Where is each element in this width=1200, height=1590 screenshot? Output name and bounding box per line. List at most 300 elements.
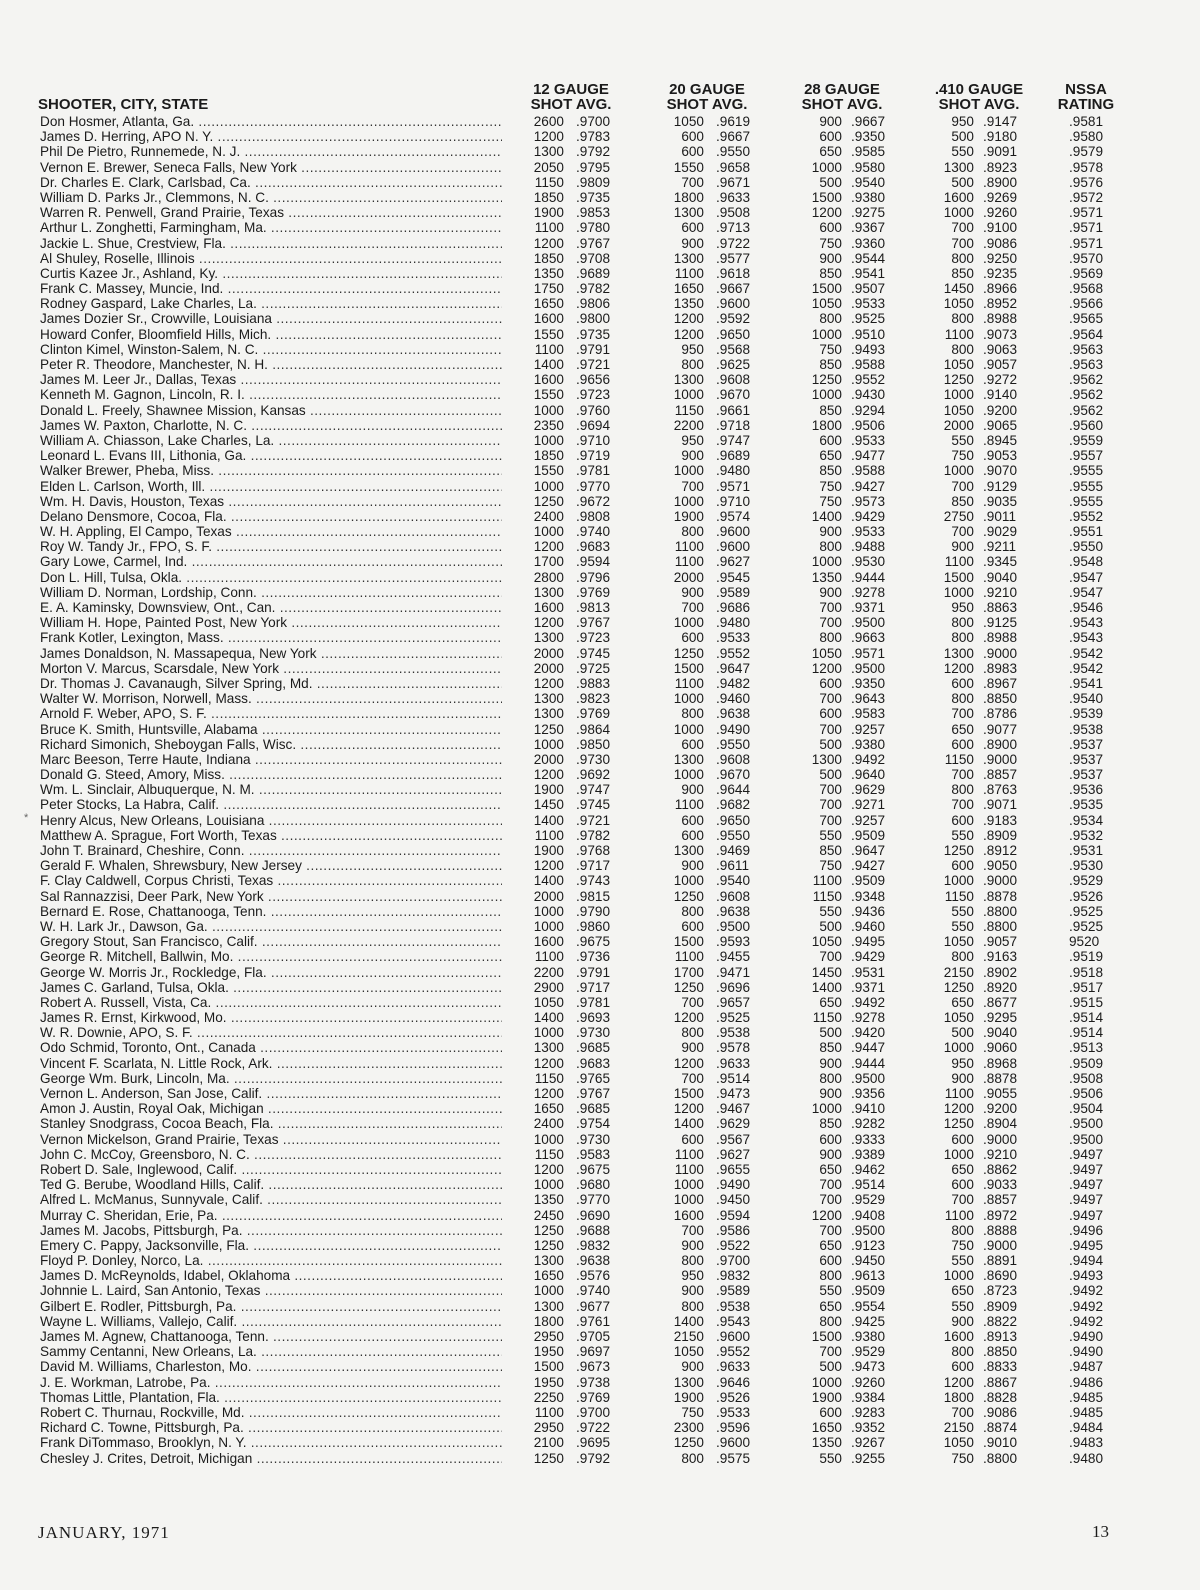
table-row [36, 797, 1126, 812]
shot-28: 1050 [811, 296, 842, 312]
table-row [36, 646, 1126, 661]
shot-12: 1200 [533, 767, 564, 783]
shot-28: 1000 [811, 554, 842, 570]
avg-12: .9790 [576, 903, 611, 919]
avg-20: .9644 [716, 782, 751, 798]
shot-28: 800 [819, 1070, 842, 1086]
shooter-name [40, 1390, 502, 1405]
avg-410: .9000 [983, 873, 1018, 889]
avg-12: .9792 [576, 1450, 611, 1466]
nssa-rating: .9562 [1069, 387, 1104, 403]
shot-20: 800 [681, 706, 704, 722]
nssa-rating: .9543 [1069, 615, 1104, 631]
avg-20: .9552 [716, 1344, 751, 1360]
table-row [36, 706, 1126, 721]
avg-20: .9469 [716, 843, 751, 858]
shot-410: 750 [951, 1450, 974, 1466]
shooter-name-text: Clinton Kimel, Winston-Salem, N. C. [40, 341, 259, 357]
avg-410: .9053 [983, 448, 1018, 464]
table-row [36, 1208, 1126, 1223]
shot-12: 2800 [533, 569, 564, 585]
shooter-name-text: F. Clay Caldwell, Corpus Christi, Texas [40, 873, 274, 889]
shot-20: 1250 [673, 645, 704, 661]
avg-410: .8967 [983, 675, 1018, 691]
nssa-rating: .9571 [1069, 205, 1104, 221]
avg-28: .9429 [851, 949, 886, 965]
avg-28: .9352 [851, 1420, 886, 1436]
avg-28: .9460 [851, 918, 886, 934]
shot-410: 2150 [943, 1420, 974, 1436]
shooter-name-text: James C. Garland, Tulsa, Okla. [40, 979, 229, 995]
shot-12: 1850 [533, 448, 564, 464]
shot-28: 700 [819, 1222, 842, 1238]
shooter-name [40, 418, 502, 433]
shot-12: 1900 [533, 782, 564, 798]
avg-20: .9633 [716, 1055, 751, 1071]
shot-28: 600 [819, 1253, 842, 1269]
shot-20: 700 [681, 1070, 704, 1086]
shot-28: 900 [819, 584, 842, 600]
shooter-name-text: Donald L. Freely, Shawnee Mission, Kansas [40, 402, 306, 418]
header-shooter: SHOOTER, CITY, STATE [38, 96, 209, 113]
shot-28: 850 [819, 1116, 842, 1132]
table-row [36, 615, 1126, 630]
shot-28: 1000 [811, 387, 842, 403]
shot-20: 900 [681, 235, 704, 251]
shooter-name [40, 782, 502, 797]
header-12-gauge: 12 GAUGE SHOT AVG. [530, 81, 612, 113]
table-row [36, 767, 1126, 782]
avg-20: .9568 [716, 341, 751, 357]
avg-20: .9538 [716, 1025, 751, 1041]
avg-28: .9573 [851, 493, 886, 509]
shooter-name [40, 220, 502, 235]
avg-12: .9806 [576, 296, 611, 312]
shot-410: 1600 [943, 1329, 974, 1344]
avg-12: .9883 [576, 675, 611, 691]
table-row [36, 175, 1126, 190]
shooter-name-text: Morton V. Marcus, Scarsdale, New York [40, 660, 280, 676]
shot-20: 1300 [673, 1374, 704, 1390]
avg-12: .9738 [576, 1374, 611, 1390]
shooter-name [40, 615, 502, 630]
shot-20: 1250 [673, 888, 704, 904]
shot-20: 1500 [673, 660, 704, 676]
avg-410: .8723 [983, 1283, 1018, 1299]
avg-28: .9529 [851, 1344, 886, 1360]
avg-12: .9743 [576, 873, 611, 889]
avg-12: .9689 [576, 265, 611, 281]
shot-410: 650 [951, 721, 974, 737]
shot-410: 1150 [944, 751, 974, 767]
avg-12: .9813 [576, 600, 611, 615]
table-row [36, 1283, 1126, 1298]
shot-20: 1050 [673, 1344, 704, 1360]
shooter-name-text: Sal Rannazzisi, Deer Park, New York [40, 888, 264, 904]
avg-410: .9071 [983, 797, 1018, 813]
shot-410: 700 [951, 706, 974, 722]
shot-12: 1450 [533, 797, 564, 813]
shot-20: 2150 [673, 1329, 704, 1344]
shot-12: 1350 [533, 265, 564, 281]
avg-410: .8904 [983, 1116, 1018, 1132]
avg-28: .9410 [851, 1101, 886, 1117]
nssa-rating: .9497 [1069, 1207, 1104, 1223]
shooter-name-text: Curtis Kazee Jr., Ashland, Ky. [40, 265, 219, 281]
shooter-name [40, 570, 502, 585]
shooter-name-text: James M. Leer Jr., Dallas, Texas [40, 372, 237, 388]
avg-20: .9575 [716, 1450, 751, 1466]
shot-28: 850 [819, 357, 842, 372]
shot-20: 1100 [674, 554, 704, 570]
avg-20: .9670 [716, 387, 751, 403]
table-row [36, 266, 1126, 281]
shooter-name [40, 1192, 502, 1207]
shot-410: 2750 [943, 508, 974, 524]
shot-28: 1000 [811, 1374, 842, 1390]
shooter-name-text: Bernard E. Rose, Chattanooga, Tenn. [40, 903, 267, 919]
shot-20: 1100 [674, 797, 704, 813]
avg-12: .9685 [576, 1101, 611, 1117]
shot-12: 2900 [533, 979, 564, 995]
shot-12: 2450 [533, 1207, 564, 1223]
shot-28: 800 [819, 1313, 842, 1329]
avg-12: .9760 [576, 402, 611, 418]
shot-410: 1050 [943, 402, 974, 418]
shot-20: 1300 [673, 372, 704, 388]
table-row [36, 1238, 1126, 1253]
nssa-rating: .9563 [1069, 357, 1104, 372]
avg-12: .9735 [576, 189, 611, 205]
shot-12: 1300 [533, 706, 564, 722]
shot-410: 850 [951, 493, 974, 509]
avg-20: .9713 [716, 220, 751, 236]
avg-20: .9567 [716, 1131, 751, 1147]
table-row [36, 919, 1126, 934]
shooter-name-text: Gregory Stout, San Francisco, Calif. [40, 934, 258, 950]
shot-410: 2000 [943, 417, 974, 433]
shooter-name [40, 767, 502, 782]
shot-28: 600 [819, 432, 842, 448]
shot-12: 1150 [534, 174, 564, 190]
shooter-name [40, 1420, 502, 1435]
avg-20: .9638 [716, 903, 751, 919]
shot-12: 1900 [533, 843, 564, 858]
shot-410: 600 [951, 1131, 974, 1147]
shooter-name [40, 585, 502, 600]
avg-12: .9740 [576, 1283, 611, 1299]
shot-410: 1250 [943, 372, 974, 388]
shooter-name [40, 1071, 502, 1086]
avg-12: .9717 [576, 979, 611, 995]
avg-410: .8677 [983, 994, 1018, 1010]
shooter-name [40, 980, 502, 995]
shot-12: 1400 [533, 873, 564, 889]
nssa-rating: .9537 [1069, 767, 1104, 783]
avg-12: .9853 [576, 205, 611, 221]
avg-28: .9500 [851, 1222, 886, 1238]
avg-28: .9663 [851, 630, 886, 646]
shooter-name [40, 1040, 502, 1055]
avg-28: .9427 [851, 858, 886, 874]
shot-410: 900 [951, 539, 974, 555]
shot-28: 1100 [812, 873, 842, 889]
avg-410: .8923 [983, 159, 1018, 175]
shot-12: 1000 [533, 1025, 564, 1041]
avg-28: .9533 [851, 432, 886, 448]
shooter-name-text: Phil De Pietro, Runnemede, N. J. [40, 144, 241, 160]
shot-20: 1200 [673, 1010, 704, 1026]
shooter-name-text: Elden L. Carlson, Worth, Ill. [40, 478, 206, 494]
nssa-rating: .9509 [1069, 1055, 1104, 1071]
shooter-name-text: Al Shuley, Roselle, Illinois [40, 250, 195, 266]
avg-410: .8968 [983, 1055, 1018, 1071]
nssa-rating: .9539 [1069, 706, 1104, 722]
shot-20: 1200 [673, 311, 704, 327]
avg-12: .9695 [576, 1435, 611, 1451]
avg-410: .8800 [983, 918, 1018, 934]
avg-28: .9507 [851, 281, 886, 297]
shot-410: 850 [951, 265, 974, 281]
avg-12: .9719 [576, 448, 611, 464]
avg-20: .9661 [716, 402, 751, 418]
avg-28: .9430 [851, 387, 886, 403]
shooter-name [40, 296, 502, 311]
shot-410: 600 [951, 858, 974, 874]
table-row [36, 873, 1126, 888]
nssa-rating: .9500 [1069, 1116, 1104, 1132]
avg-28: .9629 [851, 782, 886, 798]
shooter-name-text: Floyd P. Donley, Norco, La. [40, 1253, 204, 1269]
avg-20: .9700 [716, 1253, 751, 1269]
shooter-name-text: Kenneth M. Gagnon, Lincoln, R. I. [40, 387, 245, 403]
avg-20: .9467 [716, 1101, 751, 1117]
avg-20: .9667 [716, 129, 751, 145]
shot-20: 1000 [673, 767, 704, 783]
avg-20: .9594 [716, 1207, 751, 1223]
shooter-name-text: Alfred L. McManus, Sunnyvale, Calif. [40, 1192, 263, 1208]
avg-28: .9408 [851, 1207, 886, 1223]
shot-20: 1000 [673, 387, 704, 403]
avg-410: .8822 [983, 1313, 1018, 1329]
avg-20: .9574 [716, 508, 751, 524]
nssa-rating: .9552 [1069, 508, 1104, 524]
shot-12: 1200 [533, 235, 564, 251]
shooter-name [40, 1329, 502, 1344]
avg-410: .9065 [983, 417, 1018, 433]
shot-20: 950 [681, 432, 704, 448]
shot-20: 1300 [673, 843, 704, 858]
avg-20: .9600 [716, 296, 751, 312]
nssa-rating: .9541 [1069, 675, 1104, 691]
shot-410: 1100 [944, 1207, 974, 1223]
avg-12: .9791 [576, 964, 611, 980]
shot-12: 1200 [533, 675, 564, 691]
shot-12: 1400 [533, 812, 564, 828]
avg-12: .9594 [576, 554, 611, 570]
shooter-name [40, 1299, 502, 1314]
avg-410: .9272 [983, 372, 1018, 388]
shot-28: 1200 [811, 660, 842, 676]
shot-20: 1000 [673, 721, 704, 737]
shooter-name-text: James D. Herring, APO N. Y. [40, 129, 214, 145]
avg-28: .9436 [851, 903, 886, 919]
shooter-name [40, 1238, 502, 1253]
table-row [36, 509, 1126, 524]
shot-28: 500 [819, 767, 842, 783]
avg-410: .8983 [983, 660, 1018, 676]
shooter-name-text: Wm. L. Sinclair, Albuquerque, N. M. [40, 782, 255, 798]
table-row [36, 129, 1126, 144]
avg-410: .8945 [983, 432, 1018, 448]
shot-20: 600 [681, 918, 704, 934]
avg-20: .9500 [716, 918, 751, 934]
avg-28: .9257 [851, 721, 886, 737]
shot-28: 600 [819, 1131, 842, 1147]
shooter-name [40, 1405, 502, 1420]
nssa-rating: .9550 [1069, 539, 1104, 555]
avg-12: .9747 [576, 782, 611, 798]
avg-28: .9444 [851, 569, 886, 585]
avg-20: .9600 [716, 1329, 751, 1344]
avg-410: .8800 [983, 903, 1018, 919]
avg-28: .9585 [851, 144, 886, 160]
shot-20: 1000 [673, 493, 704, 509]
nssa-rating: .9565 [1069, 311, 1104, 327]
avg-410: .8900 [983, 174, 1018, 190]
avg-28: .9541 [851, 265, 886, 281]
nssa-rating: .9483 [1069, 1435, 1104, 1451]
avg-20: .9718 [716, 417, 751, 433]
shot-12: 1100 [534, 827, 564, 843]
shot-410: 700 [951, 220, 974, 236]
shot-410: 700 [951, 235, 974, 251]
table-row [36, 372, 1126, 387]
avg-410: .8857 [983, 1192, 1018, 1208]
shooter-name [40, 676, 502, 691]
nssa-rating: .9568 [1069, 281, 1104, 297]
shooter-name [40, 524, 502, 539]
shot-12: 2000 [533, 645, 564, 661]
nssa-rating: .9580 [1069, 129, 1104, 145]
nssa-rating: .9570 [1069, 250, 1104, 266]
avg-410: .9070 [983, 463, 1018, 479]
table-row [36, 1010, 1126, 1025]
avg-28: .9667 [851, 114, 886, 129]
nssa-rating: .9508 [1069, 1070, 1104, 1086]
shot-28: 1050 [811, 645, 842, 661]
shot-12: 1200 [533, 1055, 564, 1071]
shooter-name-text: James M. Jacobs, Pittsburgh, Pa. [40, 1222, 243, 1238]
shot-28: 900 [819, 1055, 842, 1071]
shooter-name-text: Emery C. Pappy, Jacksonville, Fla. [40, 1237, 250, 1253]
shot-20: 1000 [673, 615, 704, 631]
avg-12: .9770 [576, 478, 611, 494]
table-row [36, 1390, 1126, 1405]
shot-20: 1150 [674, 402, 704, 418]
shot-20: 600 [681, 144, 704, 160]
shot-28: 1150 [812, 888, 842, 904]
avg-12: .9761 [576, 1313, 611, 1329]
shot-20: 1350 [673, 296, 704, 312]
avg-20: .9655 [716, 1161, 751, 1177]
shot-410: 750 [951, 1237, 974, 1253]
table-row [36, 220, 1126, 235]
shot-28: 1200 [811, 205, 842, 221]
avg-410: .9125 [983, 615, 1018, 631]
shot-12: 1100 [534, 341, 564, 357]
shooter-name-text: Robert D. Sale, Inglewood, Calif. [40, 1161, 238, 1177]
avg-28: .9283 [851, 1404, 886, 1420]
shot-12: 1500 [533, 1359, 564, 1375]
avg-12: .9735 [576, 326, 611, 342]
avg-20: .9627 [716, 1146, 751, 1162]
avg-410: .9250 [983, 250, 1018, 266]
table-row [36, 904, 1126, 919]
avg-20: .9577 [716, 250, 751, 266]
shooter-name-text: Odo Schmid, Toronto, Ont., Canada [40, 1040, 256, 1056]
avg-20: .9455 [716, 949, 751, 965]
avg-28: .9380 [851, 1329, 886, 1344]
shot-12: 2050 [533, 159, 564, 175]
nssa-rating: .9517 [1069, 979, 1104, 995]
shot-20: 1300 [673, 205, 704, 221]
avg-28: .9260 [851, 1374, 886, 1390]
avg-28: .9420 [851, 1025, 886, 1041]
avg-20: .9647 [716, 660, 751, 676]
shot-410: 550 [951, 1298, 974, 1314]
avg-20: .9490 [716, 721, 751, 737]
avg-12: .9832 [576, 1237, 611, 1253]
avg-20: .9670 [716, 767, 751, 783]
avg-28: .9350 [851, 129, 886, 145]
shot-410: 700 [951, 524, 974, 540]
avg-12: .9675 [576, 934, 611, 950]
nssa-rating: .9547 [1069, 569, 1104, 585]
avg-20: .9658 [716, 159, 751, 175]
avg-28: .9450 [851, 1253, 886, 1269]
avg-12: .9722 [576, 1420, 611, 1436]
shot-410: 1050 [943, 296, 974, 312]
shooter-name [40, 1116, 502, 1131]
shot-12: 1150 [534, 1146, 564, 1162]
table-row [36, 676, 1126, 691]
shot-12: 1400 [533, 1010, 564, 1026]
shooter-name [40, 1451, 502, 1466]
shot-410: 800 [951, 341, 974, 357]
shooter-name-text: Walter W. Morrison, Norwell, Mass. [40, 691, 252, 707]
avg-20: .9460 [716, 691, 751, 707]
avg-410: .9210 [983, 1146, 1018, 1162]
table-row [36, 949, 1126, 964]
shot-28: 1400 [811, 979, 842, 995]
avg-410: .8952 [983, 296, 1018, 312]
nssa-rating: .9492 [1069, 1313, 1104, 1329]
table-row [36, 160, 1126, 175]
avg-410: .8786 [983, 706, 1018, 722]
shot-410: 900 [951, 1313, 974, 1329]
shot-410: 800 [951, 250, 974, 266]
nssa-rating: .9578 [1069, 159, 1104, 175]
avg-20: .9514 [716, 1070, 751, 1086]
avg-12: .9769 [576, 1389, 611, 1405]
avg-410: .8988 [983, 630, 1018, 646]
shot-28: 700 [819, 812, 842, 828]
shot-28: 650 [819, 994, 842, 1010]
shot-20: 700 [681, 994, 704, 1010]
shot-410: 700 [951, 1192, 974, 1208]
avg-20: .9682 [716, 797, 751, 813]
